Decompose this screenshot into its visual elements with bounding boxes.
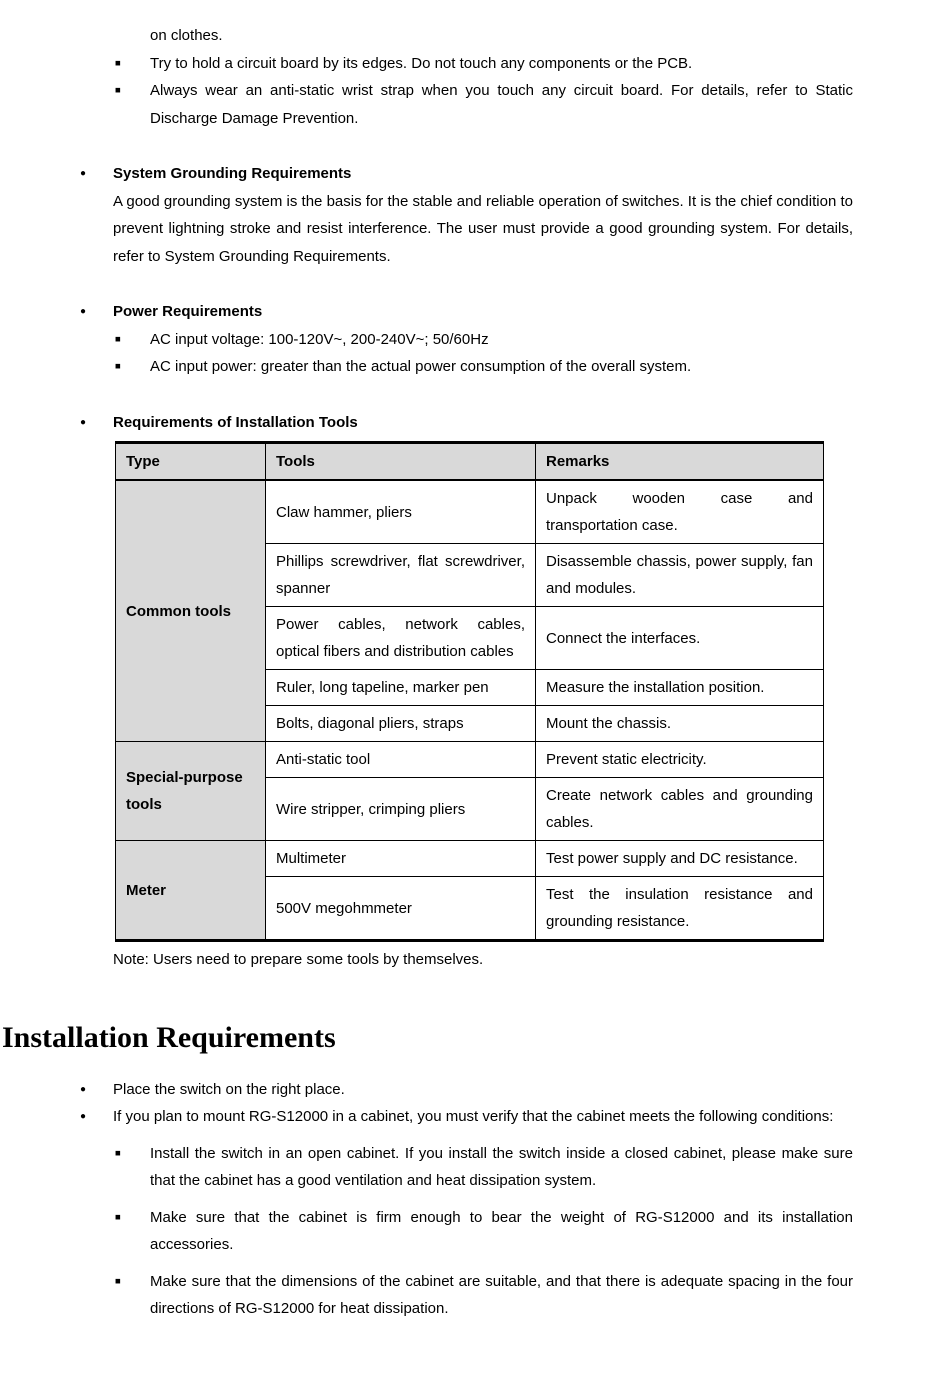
table-header-row [116,443,824,481]
list-item [115,1204,853,1259]
list-item-text: Try to hold a circuit board by its edges. Do not touch any components or the PCB. [150,54,693,72]
list-item [115,50,853,78]
tools-cell: Phillips screwdriver, flat screwdriver, spanner [266,544,536,607]
section-body [113,409,853,437]
section-grounding [80,160,853,270]
table-note: Note: Users need to prepare some tools by themselves. [113,951,484,968]
list-item [115,326,853,354]
list-item-text: AC input voltage: 100-120V~, 200-240V~; 50/60Hz [150,330,489,348]
section-power [80,298,853,381]
remarks-cell: Disassemble chassis, power supply, fan and modules. [536,544,824,607]
installation-tools-table [115,441,824,942]
remarks-cell: Test the insulation resistance and grounding resistance. [536,877,824,941]
table-row [116,841,824,877]
list-item-text: Place the switch on the right place. [113,1080,345,1098]
paragraph-fragment: on clothes. [150,27,223,44]
tools-cell: Claw hammer, pliers [266,480,536,544]
list-item-text: AC input power: greater than the actual power consumption of the overall system. [150,358,692,375]
tools-cell: Wire stripper, crimping pliers [266,778,536,841]
chapter-heading: Installation Requirements [2,1020,336,1054]
square-bullet-icon: ■ [115,1211,121,1223]
remarks-cell: Test power supply and DC resistance. [536,841,824,877]
column-header-tools: Tools [266,443,536,481]
tools-cell: Bolts, diagonal pliers, straps [266,706,536,742]
square-bullet-icon: ■ [115,333,121,345]
remarks-cell: Unpack wooden case and transportation case. [536,480,824,544]
list-item [115,1140,853,1195]
round-bullet-icon: ● [80,1111,87,1122]
section-body [113,298,853,381]
list-item-text: Make sure that the dimensions of the cabinet are suitable, and that there is adequate spacing in the four directions of RG-S12000 for heat dissipation. [150,1272,853,1317]
tools-cell: Anti-static tool [266,742,536,778]
square-bullet-icon: ■ [115,85,121,96]
section-title: Power Requirements [113,303,263,320]
square-bullet-icon: ■ [115,1275,121,1287]
table-row [116,480,824,544]
round-bullet-icon: ● [80,1083,87,1095]
square-bullet-icon: ■ [115,57,121,69]
tools-cell: 500V megohmmeter [266,877,536,941]
type-cell: Special-purpose tools [116,742,266,841]
square-bullet-icon: ■ [115,361,121,372]
list-item [115,1268,853,1323]
column-header-remarks: Remarks [536,443,824,481]
remarks-cell: Measure the installation position. [536,670,824,706]
list-item-text: Make sure that the cabinet is firm enough to bear the weight of RG-S12000 and its installation accessories. [150,1208,853,1253]
list-item-text: Install the switch in an open cabinet. If you install the switch inside a closed cabinet, please make sure that the cabinet has a good ventilation and heat dissipation system. [150,1144,853,1189]
remarks-cell: Create network cables and grounding cables. [536,778,824,841]
list-item-text: Always wear an anti-static wrist strap when you touch any circuit board. For details, refer to Static Discharge Damage Prevention. [150,82,853,127]
round-bullet-icon: ● [80,168,87,179]
tools-cell: Multimeter [266,841,536,877]
list-item [80,1103,853,1131]
list-item [80,1076,853,1104]
square-bullet-icon: ■ [115,1147,121,1159]
type-cell: Common tools [116,480,266,742]
section-paragraph: A good grounding system is the basis for the stable and reliable operation of switches. It is the chief condition to prevent lightning stroke and resist interference. The user must provide a good grounding system. For details, refer to System Grounding Requirements. [113,192,853,265]
tools-cell: Power cables, network cables, optical fibers and distribution cables [266,607,536,670]
list-item-text: If you plan to mount RG-S12000 in a cabinet, you must verify that the cabinet meets the following conditions: [113,1108,834,1125]
column-header-type: Type [116,443,266,481]
remarks-cell: Connect the interfaces. [536,607,824,670]
round-bullet-icon: ● [80,306,87,317]
remarks-cell: Prevent static electricity. [536,742,824,778]
type-cell: Meter [116,841,266,941]
table-row [116,742,824,778]
list-item [115,353,853,381]
section-body [113,160,853,270]
section-title: Requirements of Installation Tools [113,413,358,431]
tools-cell: Ruler, long tapeline, marker pen [266,670,536,706]
section-tools [80,409,853,437]
remarks-cell: Mount the chassis. [536,706,824,742]
section-title: System Grounding Requirements [113,165,352,182]
round-bullet-icon: ● [80,416,87,428]
list-item [115,77,853,132]
